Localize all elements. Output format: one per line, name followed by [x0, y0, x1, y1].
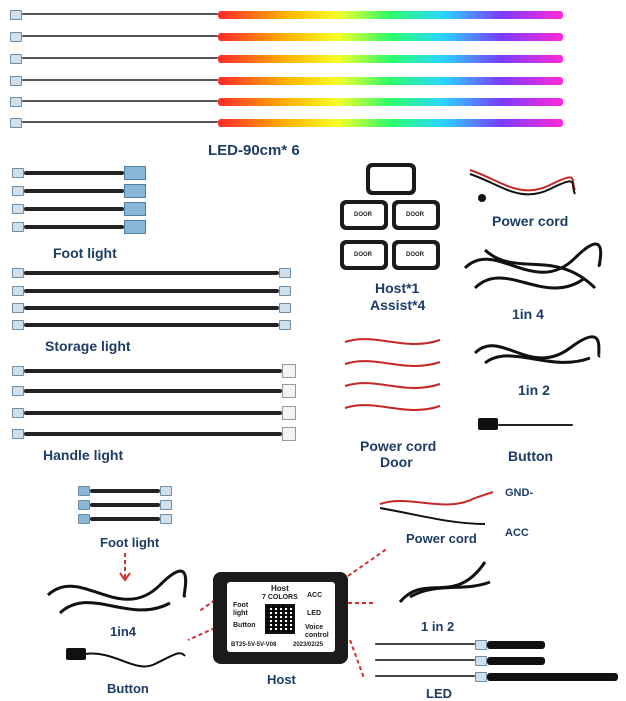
- diagram-power-cord: [375, 484, 505, 534]
- diagram-foot-light-label: Foot light: [100, 535, 160, 550]
- storage-light-label: Storage light: [45, 338, 131, 354]
- diagram-gnd-label: GND-: [505, 487, 534, 499]
- assist-module: DOOR: [392, 200, 440, 230]
- host-box: Host 7 COLORS Foot light Button ACC LED Voice control BT25-5V-5V-V08 2023/02/25: [213, 572, 348, 664]
- diagram-power-cord-label: Power cord: [406, 531, 477, 546]
- host-count-label: Host*1: [375, 280, 420, 296]
- assist-count-label: Assist*4: [370, 297, 426, 313]
- diagram-button-cable: [85, 640, 190, 680]
- diagram-host-label: Host: [267, 672, 296, 687]
- power-cord-label: Power cord: [492, 213, 569, 229]
- qr-code: [265, 604, 295, 634]
- button-label: Button: [508, 448, 554, 464]
- diagram-acc-label: ACC: [505, 527, 529, 539]
- foot-light-label: Foot light: [53, 245, 117, 261]
- diagram-one-in-two-harness: [395, 552, 495, 612]
- assist-module: DOOR: [340, 200, 388, 230]
- diagram-one-in-four-harness: [40, 565, 190, 625]
- assist-module: DOOR: [392, 240, 440, 270]
- led-label: LED-90cm* 6: [208, 142, 300, 159]
- power-cord-door-line1: Power cord: [360, 438, 437, 454]
- handle-light-label: Handle light: [43, 447, 124, 463]
- one-in-four-label: 1in 4: [512, 306, 544, 322]
- diagram-one-in-two-label: 1 in 2: [421, 619, 455, 634]
- diagram-led-label: LED: [426, 686, 452, 701]
- power-cord-door-line2: Door: [380, 454, 413, 470]
- diagram-one-in-four-label: 1in4: [110, 624, 137, 639]
- one-in-two-label: 1in 2: [518, 382, 550, 398]
- diagram-button-label: Button: [107, 681, 149, 696]
- assist-module: DOOR: [340, 240, 388, 270]
- diagram-button-image: [66, 648, 86, 660]
